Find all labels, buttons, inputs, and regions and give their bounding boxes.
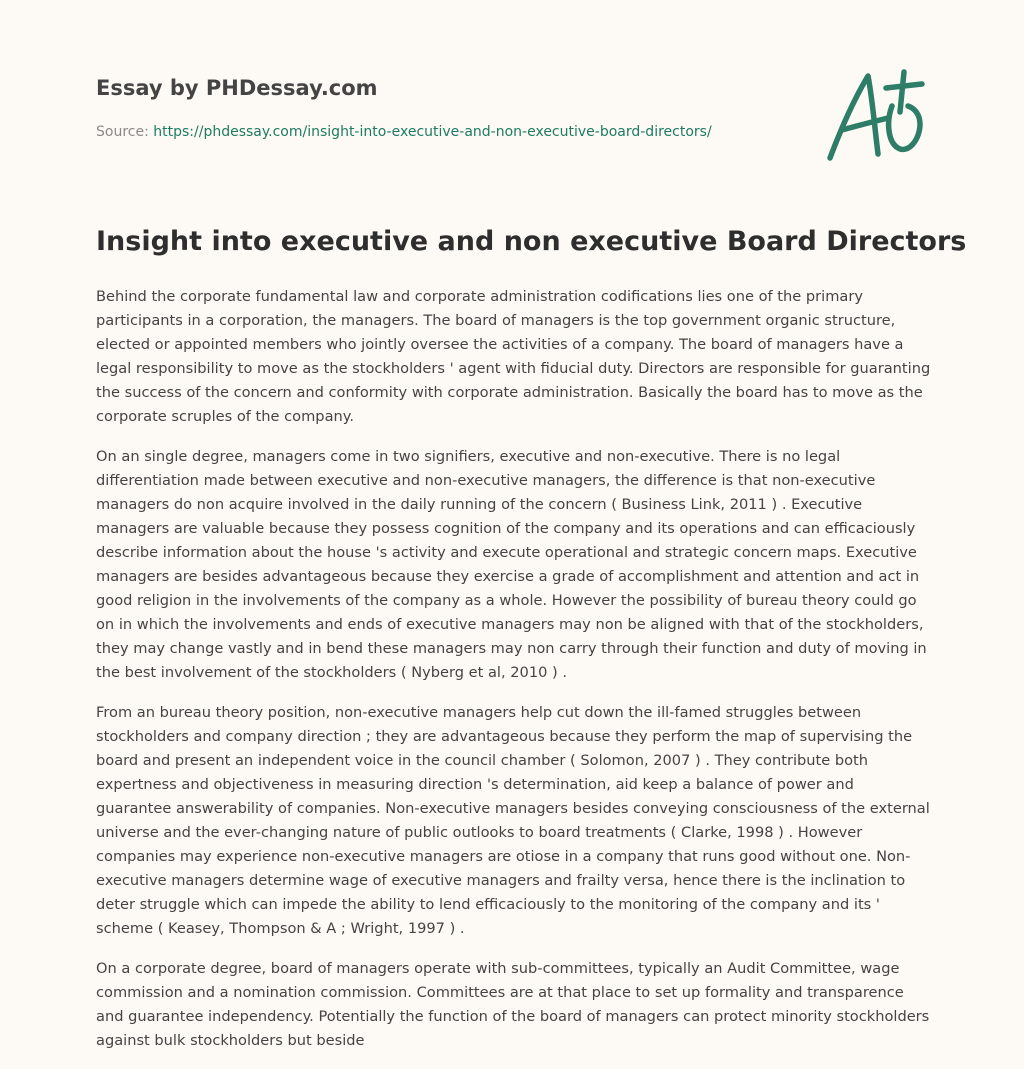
essay-body [96, 285, 932, 1069]
essay-paragraph-1: Behind the corporate fundamental law and corporate administration codifications lies one of the primary participants in a corporation, the managers. The board of managers is the top government organic structure, elected or appointed members who jointly oversee the activities of a company. The board of managers have a legal responsibility to move as the stockholders ' agent with fiducial duty. Directors are responsible for guaranting the success of the concern and conformity with corporate administration. Basically the board has to move as the corporate scruples of the company. [96, 288, 931, 425]
a-plus-logo-icon [822, 66, 926, 166]
essay-paragraph-3: From an bureau theory position, non-executive managers help cut down the ill-famed struggles between stockholders and company direction ; they are advantageous because they perform the map of supervising the board and present an independent voice in the council chamber ( Solomon, 2007 ) . They contribute both expertness and objectiveness in measuring direction 's determination, aid keep a balance of power and guarantee answerability of companies. Non-executive managers besides conveying consciousness of the external universe and the ever-changing nature of public outlooks to board treatments ( Clarke, 1998 ) . However companies may experience non-executive managers are otiose in a company that runs good without one. Non-executive managers determine wage of executive managers and frailty versa, hence there is the inclination to deter struggle which can impede the ability to lend efficaciously to the monitoring of the company and its ' scheme ( Keasey, Thompson & A ; Wright, 1997 ) . [96, 704, 930, 937]
essay-paragraph-2: On an single degree, managers come in two signifiers, executive and non-executive. There is no legal differentiation made between executive and non-executive managers, the difference is that non-executive managers do non acquire involved in the daily running of the concern ( Business Link, 2011 ) . Executive managers are valuable because they possess cognition of the company and its operations and can efficaciously describe information about the house 's activity and execute operational and strategic concern maps. Executive managers are besides advantageous because they exercise a grade of accomplishment and attention and act in good religion in the involvements of the company as a whole. However the possibility of bureau theory could go on in which the involvements and ends of executive managers may non be aligned with that of the stockholders, they may change vastly and in bend these managers may non carry through their function and duty of moving in the best involvement of the stockholders ( Nyberg et al, 2010 ) . [96, 448, 927, 681]
source-link[interactable]: https://phdessay.com/insight-into-executive-and-non-executive-board-directors/ [153, 124, 712, 140]
source-label: Source: [96, 124, 149, 140]
essay-title: Insight into executive and non executive Board Directors [96, 226, 967, 257]
source-line [96, 124, 712, 140]
essay-paragraph-4: On a corporate degree, board of managers operate with sub-committees, typically an Audit Committee, wage commission and a nomination commission. Committees are at that place to set up formality and transparence and guarantee independency. Potentially the function of the board of managers can protect minority stockholders against bulk stockholders but beside [96, 960, 930, 1049]
site-brand: Essay by PHDessay.com [96, 76, 378, 100]
page-header [96, 0, 928, 200]
